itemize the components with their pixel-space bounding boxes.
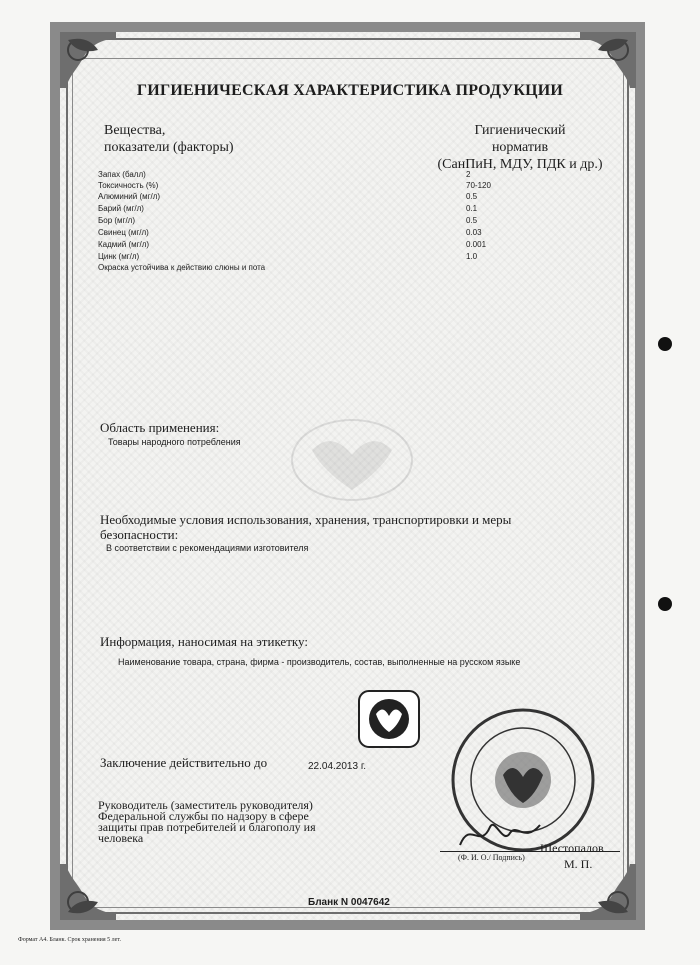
scope-value: Товары народного потребления	[108, 437, 241, 447]
mp-label: М. П.	[564, 857, 593, 871]
signature-caption: (Ф. И. О./ Подпись)	[458, 853, 525, 862]
conditions-label: Необходимые условия использования, хранения, транспортировки и меры	[100, 512, 512, 527]
table-row: Токсичность (%) 70-120	[98, 181, 491, 190]
table-row: Алюминий (мг/л) 0.5	[98, 192, 478, 201]
label-info-value: Наименование товара, страна, фирма - производитель, состав, выполненные на русском языке	[118, 657, 521, 667]
table-row: Барий (мг/л) 0.1	[98, 204, 478, 213]
document-title: ГИГИЕНИЧЕСКАЯ ХАРАКТЕРИСТИКА ПРОДУКЦИИ	[136, 82, 564, 99]
validity-label: Заключение действительно до	[100, 755, 268, 770]
signatory-name: Шестопалов	[540, 841, 604, 855]
conditions-value: В соответствии с рекомендациями изготовителя	[106, 543, 309, 553]
corner-ornament-icon	[58, 30, 118, 90]
signatory-title: Руководитель (заместитель руководителя) Федеральной службы по надзору в сфере защиты прав потребителей и благополу ия человека	[98, 798, 316, 845]
punch-hole	[658, 597, 672, 611]
table-row: Кадмий (мг/л) 0.001	[98, 240, 487, 249]
eagle-watermark-icon	[282, 410, 422, 510]
table-row: Окраска устойчива к действию слюны и пота	[98, 263, 266, 272]
table-row: Цинк (мг/л) 1.0	[98, 252, 478, 261]
corner-ornament-icon	[578, 30, 638, 90]
table-row: Запах (балл) 2	[98, 170, 471, 179]
norm-column-header: Гигиенический норматив (СанПиН, МДУ, ПДК и др.)	[437, 123, 603, 172]
scope-label: Область применения:	[100, 420, 220, 435]
factors-column-header: Вещества, показатели (факторы)	[104, 123, 234, 155]
corner-ornament-icon	[58, 862, 118, 922]
conditions-label-cont: безопасности:	[100, 527, 179, 542]
signature-line	[440, 851, 620, 852]
punch-hole	[658, 337, 672, 351]
footer-note: Формат А4. Бланк. Срок хранения 5 лет.	[18, 937, 121, 943]
table-row: Бор (мг/л) 0.5	[98, 216, 478, 225]
emblem-stamp-icon	[358, 690, 420, 748]
label-info-label: Информация, наносимая на этикетку:	[100, 634, 308, 649]
validity-date: 22.04.2013 г.	[308, 761, 367, 772]
signature-icon	[455, 815, 545, 855]
table-row: Свинец (мг/л) 0.03	[98, 228, 482, 237]
blank-number: Бланк N 0047642	[308, 897, 390, 908]
